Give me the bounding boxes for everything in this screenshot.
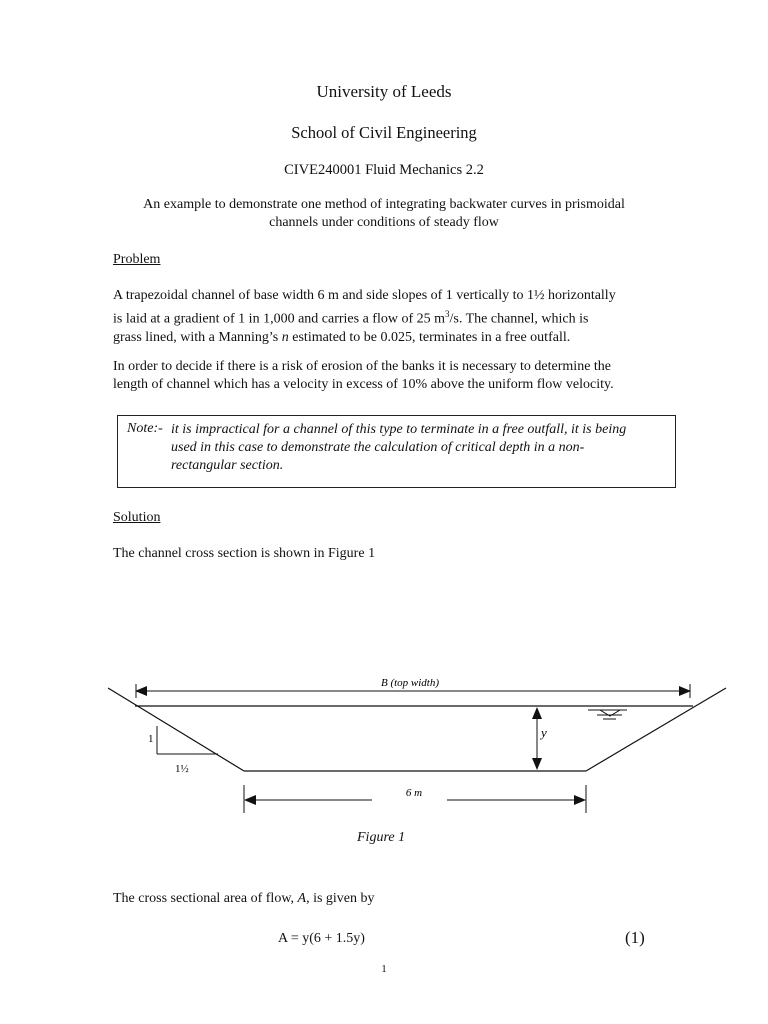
note-line-3: rectangular section. — [171, 458, 284, 473]
problem-p1-line2-a: is laid at a gradient of 1 in 1,000 and carries a flow of 25 m — [113, 311, 446, 327]
problem-p1-line3-b: estimated to be 0.025, terminates in a free outfall. — [288, 329, 571, 345]
page-number: 1 — [381, 963, 387, 975]
problem-p1-line3 — [113, 329, 673, 347]
problem-p1-line3-a: grass lined, with a Manning’s — [113, 329, 282, 345]
area-variable: A — [297, 891, 307, 906]
problem-p1-line2 — [113, 305, 673, 329]
note-line-1: it is impractical for a channel of this type to terminate in a free outfall, it is being — [171, 422, 627, 437]
problem-paragraph-2 — [113, 358, 673, 394]
school-title: School of Civil Engineering — [291, 123, 477, 142]
equation-number: (1) — [625, 928, 645, 947]
solution-intro: The channel cross section is shown in Figure 1 — [113, 546, 376, 561]
problem-paragraph-1 — [113, 287, 673, 347]
right-bank-line — [586, 688, 726, 771]
channel-cross-section-figure — [0, 660, 768, 820]
note-label: Note:- — [127, 421, 163, 436]
channel-outline — [108, 688, 726, 771]
slope-horizontal-label: 1½ — [175, 763, 189, 775]
problem-p2-line1: In order to decide if there is a risk of erosion of the banks it is necessary to determine the — [113, 359, 612, 374]
base-width-label: 6 m — [405, 787, 423, 799]
area-intro-a: The cross sectional area of flow, — [113, 891, 298, 906]
area-intro — [113, 890, 673, 908]
cubic-superscript: 3 — [445, 309, 450, 319]
problem-p1-line1: A trapezoidal channel of base width 6 m and side slopes of 1 vertically to 1½ horizontally — [113, 288, 616, 303]
problem-heading: Problem — [113, 252, 161, 267]
depth-label: y — [541, 725, 547, 740]
course-title: CIVE240001 Fluid Mechanics 2.2 — [284, 162, 484, 178]
manning-n-symbol: n — [281, 329, 289, 345]
subtitle-line-2: channels under conditions of steady flow — [269, 215, 499, 230]
solution-heading: Solution — [113, 510, 161, 525]
problem-p2-line2: length of channel which has a velocity in excess of 10% above the uniform flow velocity. — [113, 377, 614, 392]
water-surface-icon — [588, 710, 627, 719]
note-box — [117, 415, 676, 488]
area-equation: A = y(6 + 1.5y) — [278, 931, 365, 946]
subtitle-line-1: An example to demonstrate one method of integrating backwater curves in prismoidal — [143, 197, 625, 212]
figure-caption: Figure 1 — [357, 830, 406, 845]
area-intro-b: , is given by — [306, 891, 375, 906]
problem-p1-line2-b: /s. The channel, which is — [449, 311, 589, 327]
left-bank-line — [108, 688, 244, 771]
note-text — [171, 421, 671, 475]
slope-vertical-label: 1 — [148, 733, 154, 745]
top-width-label: B (top width) — [380, 677, 440, 689]
note-line-2: used in this case to demonstrate the calculation of critical depth in a non- — [171, 440, 585, 455]
university-title: University of Leeds — [316, 82, 452, 101]
